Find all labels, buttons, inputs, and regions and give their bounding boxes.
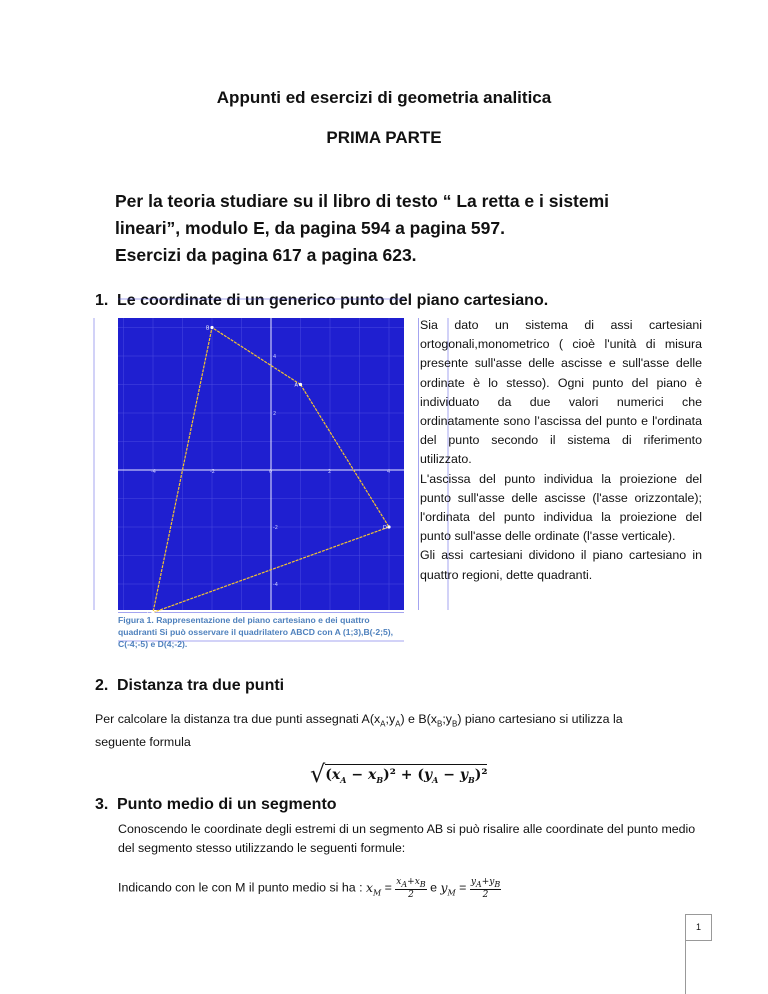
intro-line-2: lineari”, modulo E, da pagina 594 a pagina 597.: [115, 218, 505, 238]
intro-line-3: Esercizi da pagina 617 a pagina 623.: [115, 245, 417, 265]
section-3-heading: [95, 796, 337, 814]
section-2-title: Distanza tra due punti: [117, 677, 285, 694]
point-a: [299, 383, 302, 386]
y-tick-label: -4: [273, 582, 278, 588]
y-tick-label: 4: [273, 354, 277, 360]
section-2-text-b: seguente formula: [95, 735, 191, 750]
point-b: [210, 326, 213, 329]
figure-caption: Figura 1. Rappresentazione del piano cartesiano e dei quattro quadranti Si può osservare il quadrilatero ABCD con A (1;3),B(-2;5), C(-4;-5) e D(4;-2).: [118, 615, 394, 649]
section-1-paragraph-1: Sia dato un sistema di assi cartesiani ortogonali,monometrico ( cioè l'unità di misura presente sull'asse delle ascisse e sull'asse delle ordinate è lo stesso). Ogni punto del piano è individuato da due valori numerici che ordinatamente sono l’ascissa del punto e l'ordinata del punto secondo il sistema di riferimento utilizzato.: [420, 318, 702, 467]
section-1-number: 1.: [95, 292, 109, 309]
sub-b: B: [436, 719, 443, 729]
x-tick-label: -4: [151, 469, 156, 475]
x-tick-label: 2: [328, 469, 332, 475]
section-3-number: 3.: [95, 796, 109, 813]
document-subtitle: PRIMA PARTE: [326, 128, 442, 147]
x-tick-label: 0: [269, 469, 273, 475]
intro-paragraph: [115, 188, 675, 269]
point-label-c: C: [147, 610, 151, 617]
section-1-body: [420, 316, 702, 585]
sub-a: A: [380, 719, 386, 729]
sub-b-2: B: [451, 719, 458, 729]
section-2-text-a: Per calcolare la distanza tra due punti assegnati A(x: [95, 712, 381, 726]
figure-background: [118, 318, 404, 610]
midpoint-x: $x_M$: [365, 879, 382, 898]
section-2-body: Per calcolare la distanza tra due punti assegnati $A(x_A;y_A)$ e $B(x_B;y_B)$ piano cartesiano si utilizza la seguente formula: [95, 712, 623, 750]
section-1-paragraph-2: L'ascissa del punto individua la proiezione del punto sull'asse delle ascisse (l'asse orizzontale); l'ordinata del punto individua la proiezione del punto sull'asse delle ordinate (l'asse verticale).: [420, 471, 702, 544]
x-tick-label: -2: [210, 469, 215, 475]
section-3-body: Conoscendo le coordinate degli estremi di un segmento AB si può risalire alle coordinate del punto medio del segmento stesso utilizzando le seguenti formule:: [118, 822, 696, 855]
point-d: [387, 525, 390, 528]
section-1-title: Le coordinate di un generico punto del piano cartesiano.: [117, 292, 549, 309]
y-tick-label: 2: [273, 411, 277, 417]
document-title: Appunti ed esercizi di geometria analitica: [216, 88, 552, 107]
section-1-heading: [95, 292, 548, 310]
sub-a-2: A: [395, 719, 401, 729]
distance-formula: [310, 760, 487, 790]
cartesian-plane-figure: [118, 318, 404, 617]
point-label-b: B: [206, 325, 210, 332]
midpoint-y: $y_M$: [440, 879, 456, 898]
midpoint-lead: Indicando con le con M il punto medio si ha :: [118, 880, 363, 895]
section-2-number: 2.: [95, 677, 109, 694]
y-tick-label: -2: [273, 525, 278, 531]
page-number-line: [685, 940, 686, 994]
intro-line-1: Per la teoria studiare su il libro di testo “ La retta e i sistemi: [115, 191, 610, 211]
point-label-a: A: [294, 382, 298, 389]
sqrt-symbol: √: [310, 760, 326, 788]
page-number: 1: [685, 914, 712, 941]
midpoint-formula: Indicando con le con M il punto medio si ha : $x_M$ = $\frac{x_A+x_B}{2}$ e $y_M$ = $\frac{y_A+y_B}{2}$: [118, 877, 501, 900]
distance-formula-radicand: $(x_A - x_B)^2 + (y_A - y_B)^2$: [325, 764, 487, 783]
midpoint-x-fraction: $\frac{x_A+x_B}{2}$: [396, 877, 426, 900]
section-1-paragraph-3: Gli assi cartesiani dividono il piano cartesiano in quattro regioni, dette quadranti.: [420, 548, 702, 582]
midpoint-y-fraction: $\frac{y_A+y_B}{2}$: [470, 877, 501, 900]
section-2-heading: [95, 677, 284, 695]
midpoint-conj: e: [430, 880, 438, 895]
point-label-d: D: [383, 525, 387, 531]
section-3-title: Punto medio di un segmento: [117, 796, 337, 813]
x-tick-label: 4: [387, 469, 391, 475]
